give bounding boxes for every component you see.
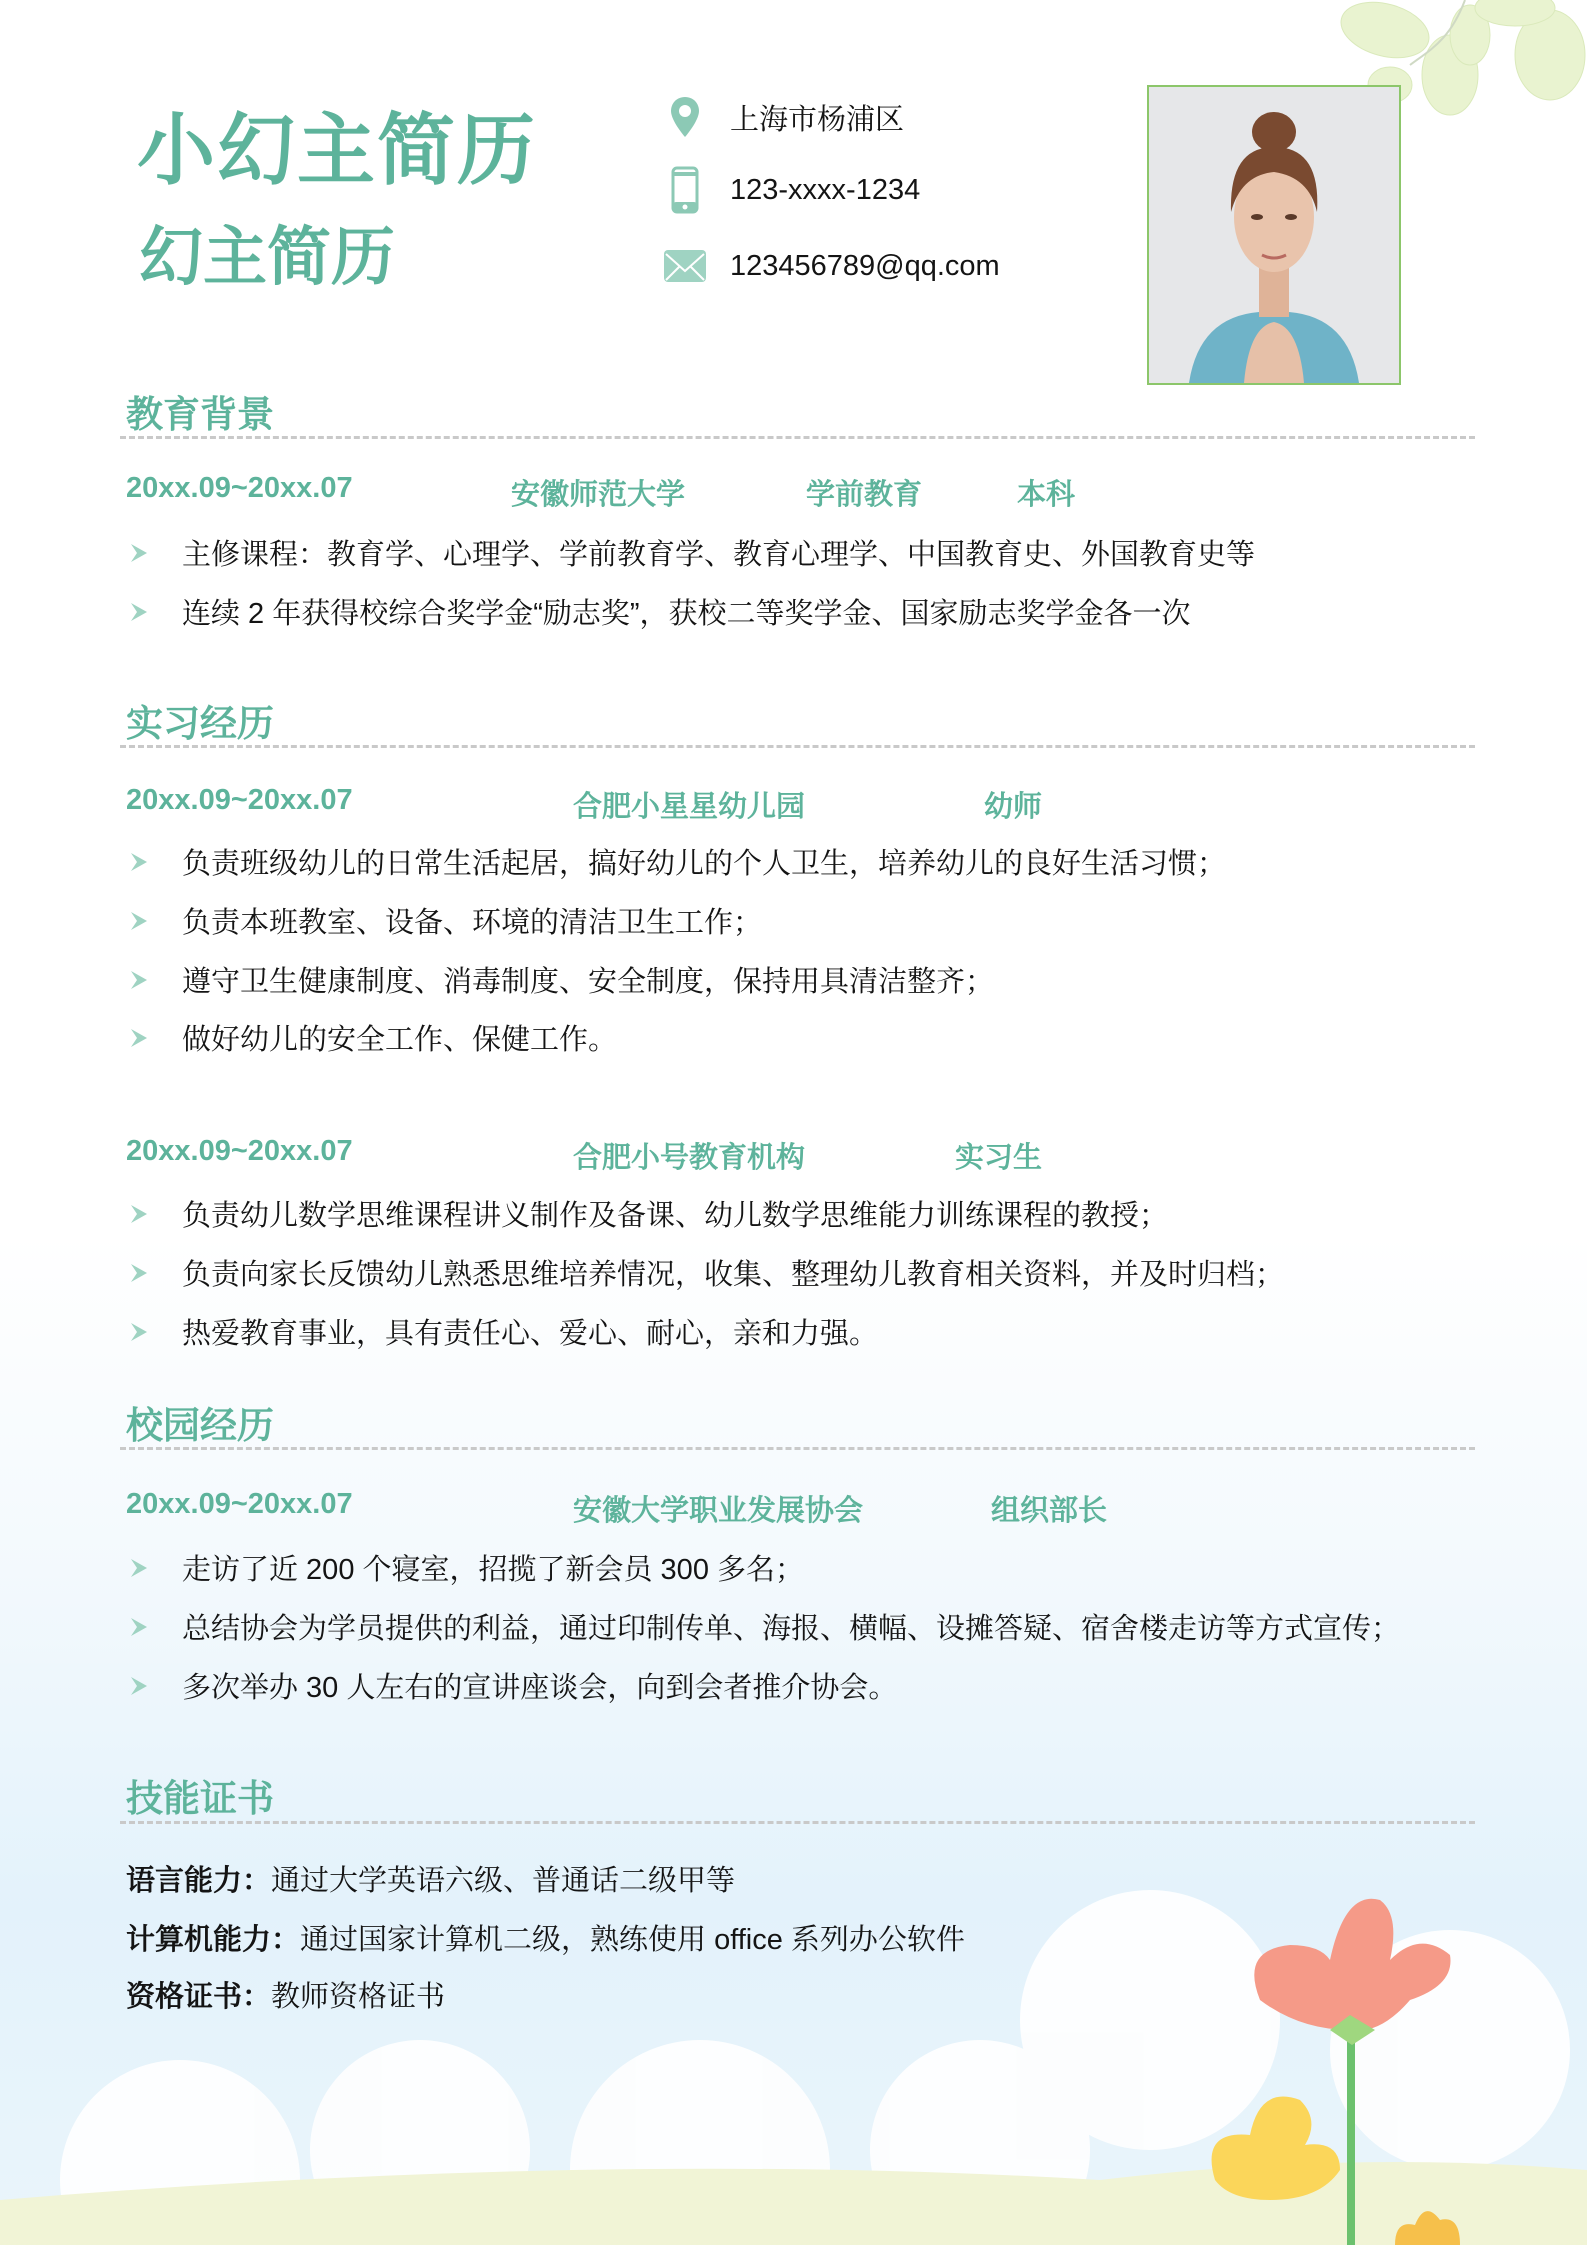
arrow-bullet-icon bbox=[128, 1321, 150, 1343]
entry-degree: 本科 bbox=[1017, 479, 1076, 511]
clouds-flowers-decoration bbox=[0, 1850, 1587, 2245]
campus-heading: 校园经历 bbox=[126, 1405, 274, 1446]
skills-heading: 技能证书 bbox=[126, 1778, 274, 1819]
entry-date: 20xx.09~20xx.07 bbox=[126, 1488, 353, 1520]
list-item bbox=[126, 1017, 617, 1058]
education-heading: 教育背景 bbox=[126, 394, 274, 435]
resume-title-shadow-text: 幻主简历 bbox=[139, 221, 395, 293]
list-item-text: 走访了近 200 个寝室，招揽了新会员 300 多名； bbox=[182, 1554, 804, 1586]
list-item bbox=[126, 1311, 878, 1352]
list-item bbox=[126, 1193, 1168, 1234]
list-item bbox=[126, 900, 762, 941]
list-item-text: 负责本班教室、设备、环境的清洁卫生工作； bbox=[182, 907, 763, 939]
list-item-text: 连续 2 年获得校综合奖学金“励志奖”，获校二等奖学金、国家励志奖学金各一次 bbox=[182, 598, 1191, 630]
list-item bbox=[126, 841, 1226, 882]
skill-label: 语言能力： bbox=[126, 1865, 272, 1897]
list-item bbox=[126, 1665, 897, 1706]
mail-icon bbox=[665, 243, 705, 289]
entry-role: 组织部长 bbox=[991, 1495, 1108, 1527]
arrow-bullet-icon bbox=[128, 969, 150, 991]
skill-label: 计算机能力： bbox=[126, 1924, 301, 1956]
list-item-text: 多次举办 30 人左右的宣讲座谈会，向到会者推介协会。 bbox=[182, 1672, 898, 1704]
skill-item bbox=[126, 1858, 735, 1899]
entry-date: 20xx.09~20xx.07 bbox=[126, 784, 353, 816]
skill-value: 通过国家计算机二级，熟练使用 office 系列办公软件 bbox=[300, 1924, 965, 1956]
contact-email bbox=[665, 243, 1000, 289]
skill-item bbox=[126, 1974, 445, 2015]
arrow-bullet-icon bbox=[128, 851, 150, 873]
list-item bbox=[126, 959, 994, 1000]
resume-title-shadow bbox=[139, 212, 395, 293]
arrow-bullet-icon bbox=[128, 1262, 150, 1284]
contact-location bbox=[665, 94, 904, 140]
list-item-text: 负责幼儿数学思维课程讲义制作及备课、幼儿数学思维能力训练课程的教授； bbox=[182, 1200, 1169, 1232]
internship-heading: 实习经历 bbox=[126, 703, 274, 744]
entry-school: 安徽师范大学 bbox=[511, 479, 686, 511]
resume-title: 小幻主简历 bbox=[137, 106, 538, 194]
divider bbox=[120, 1447, 1475, 1450]
entry-date: 20xx.09~20xx.07 bbox=[126, 1135, 353, 1167]
divider bbox=[120, 1821, 1475, 1824]
phone-icon bbox=[665, 167, 705, 213]
contact-phone bbox=[665, 167, 920, 213]
skill-value: 教师资格证书 bbox=[271, 1981, 446, 2013]
entry-date: 20xx.09~20xx.07 bbox=[126, 472, 353, 504]
list-item-text: 负责班级幼儿的日常生活起居，搞好幼儿的个人卫生，培养幼儿的良好生活习惯； bbox=[182, 848, 1227, 880]
list-item-text: 遵守卫生健康制度、消毒制度、安全制度，保持用具清洁整齐； bbox=[182, 966, 995, 998]
arrow-bullet-icon bbox=[128, 601, 150, 623]
arrow-bullet-icon bbox=[128, 1027, 150, 1049]
location-text: 上海市杨浦区 bbox=[730, 103, 905, 136]
list-item-text: 总结协会为学员提供的利益，通过印制传单、海报、横幅、设摊答疑、宿舍楼走访等方式宣传； bbox=[182, 1613, 1401, 1645]
profile-photo bbox=[1147, 85, 1401, 385]
list-item bbox=[126, 1252, 1284, 1293]
list-item-text: 做好幼儿的安全工作、保健工作。 bbox=[182, 1024, 618, 1056]
skill-label: 资格证书： bbox=[126, 1981, 272, 2013]
divider bbox=[120, 436, 1475, 439]
arrow-bullet-icon bbox=[128, 1675, 150, 1697]
list-item-text: 主修课程：教育学、心理学、学前教育学、教育心理学、中国教育史、外国教育史等 bbox=[182, 539, 1256, 571]
list-item bbox=[126, 591, 1191, 632]
entry-org: 合肥小星星幼儿园 bbox=[573, 791, 806, 823]
entry-major: 学前教育 bbox=[806, 479, 923, 511]
phone-text: 123-xxxx-1234 bbox=[730, 173, 921, 206]
list-item bbox=[126, 1547, 804, 1588]
entry-role: 实习生 bbox=[955, 1142, 1043, 1174]
arrow-bullet-icon bbox=[128, 1557, 150, 1579]
arrow-bullet-icon bbox=[128, 910, 150, 932]
location-pin-icon bbox=[665, 94, 705, 140]
skill-item bbox=[126, 1917, 965, 1958]
divider bbox=[120, 745, 1475, 748]
list-item bbox=[126, 532, 1255, 573]
arrow-bullet-icon bbox=[128, 1616, 150, 1638]
arrow-bullet-icon bbox=[128, 542, 150, 564]
list-item-text: 热爱教育事业，具有责任心、爱心、耐心，亲和力强。 bbox=[182, 1318, 879, 1350]
list-item bbox=[126, 1606, 1400, 1647]
entry-org: 合肥小号教育机构 bbox=[573, 1142, 806, 1174]
email-text: 123456789@qq.com bbox=[730, 249, 1000, 282]
entry-org: 安徽大学职业发展协会 bbox=[573, 1495, 864, 1527]
entry-role: 幼师 bbox=[984, 791, 1043, 823]
arrow-bullet-icon bbox=[128, 1203, 150, 1225]
skill-value: 通过大学英语六级、普通话二级甲等 bbox=[271, 1865, 736, 1897]
list-item-text: 负责向家长反馈幼儿熟悉思维培养情况，收集、整理幼儿教育相关资料，并及时归档； bbox=[182, 1259, 1285, 1291]
